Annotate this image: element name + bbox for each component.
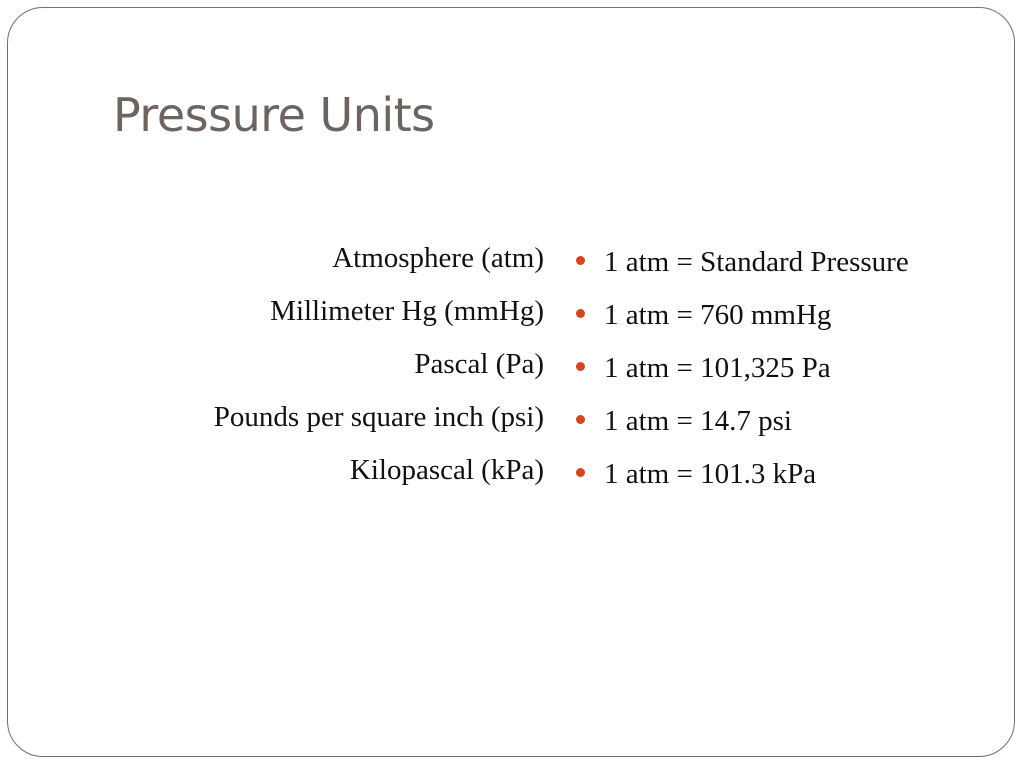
conversion-item — [576, 394, 996, 447]
conversion-item — [576, 235, 996, 288]
unit-name: Millimeter Hg (mmHg) — [270, 295, 544, 327]
conversions-list — [576, 235, 996, 500]
conversion-text: 1 atm = 101.3 kPa — [604, 457, 817, 490]
conversion-item — [576, 341, 996, 394]
bullet-dot-icon — [576, 362, 585, 371]
bullet-dot-icon — [576, 468, 585, 477]
unit-name: Atmosphere (atm) — [332, 242, 544, 274]
conversion-text: 1 atm = 760 mmHg — [604, 298, 832, 331]
unit-name: Pounds per square inch (psi) — [213, 401, 544, 433]
unit-name: Kilopascal (kPa) — [349, 454, 544, 486]
unit-names-column — [120, 235, 544, 500]
conversion-item — [576, 447, 996, 500]
conversion-item — [576, 288, 996, 341]
conversion-text: 1 atm = 101,325 Pa — [604, 351, 831, 384]
conversion-text: 1 atm = 14.7 psi — [604, 404, 792, 437]
bullet-dot-icon — [576, 415, 585, 424]
bullet-dot-icon — [576, 256, 585, 265]
conversion-text: 1 atm = Standard Pressure — [604, 245, 909, 278]
unit-name: Pascal (Pa) — [414, 348, 544, 380]
slide-title: Pressure Units — [113, 88, 435, 142]
bullet-dot-icon — [576, 309, 585, 318]
